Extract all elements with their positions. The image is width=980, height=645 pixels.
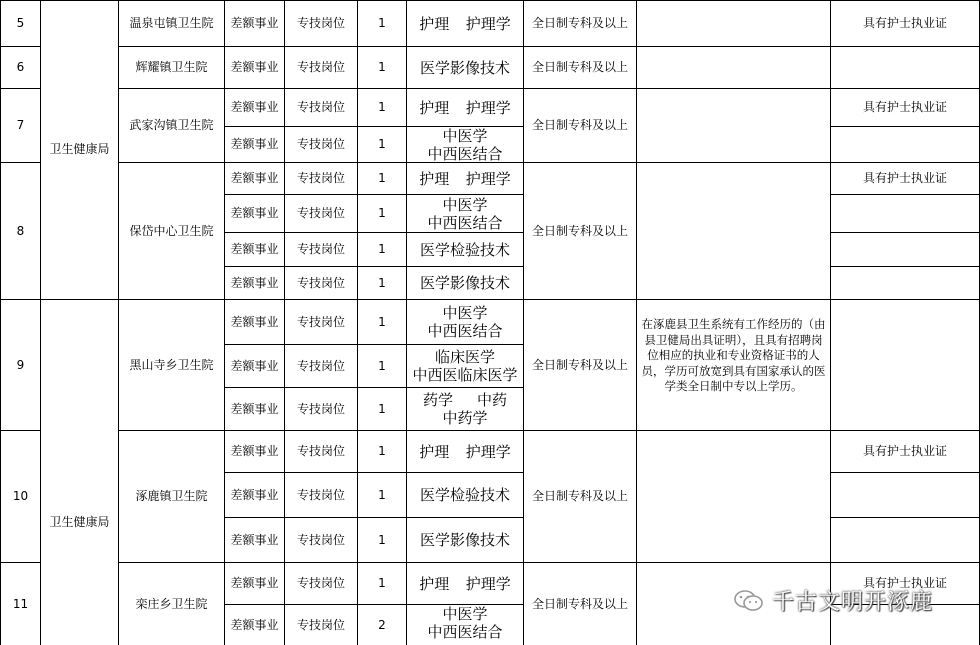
major-cell: [407, 388, 523, 430]
hire-count: 1: [378, 487, 386, 502]
post-type: 专技岗位: [296, 206, 345, 220]
major-cell: [407, 300, 523, 344]
hire-count: 1: [378, 16, 386, 30]
watermark-text: 千古文明开涿鹿: [772, 590, 934, 615]
major-cell: 医学检验技术: [419, 240, 510, 259]
major-text: 护理: [419, 574, 450, 593]
unit-nature: 差额事业: [230, 137, 279, 151]
unit-nature: 差额事业: [230, 444, 279, 458]
post-type: 专技岗位: [296, 171, 345, 185]
grid-line: [830, 232, 980, 233]
unit-nature: 差额事业: [230, 576, 279, 590]
major-text: 护理: [419, 14, 450, 33]
hire-count: 1: [378, 60, 386, 74]
post-type: 专技岗位: [296, 275, 345, 290]
unit-nature: 差额事业: [230, 60, 279, 74]
grid-line: [830, 517, 980, 518]
education-req: 全日制专科及以上: [531, 16, 628, 30]
major-text: 护理学: [465, 98, 511, 117]
post-type: 专技岗位: [296, 242, 345, 256]
major-text: 中药: [476, 391, 507, 409]
certificate-req: 具有护士执业证: [862, 576, 947, 590]
education-req: 全日制专科及以上: [531, 60, 628, 74]
watermark: [734, 585, 933, 616]
wechat-icon: [734, 589, 764, 613]
remark-note: 在涿鹿县卫生系统有工作经历的（由县卫健局出具证明），且具有招聘岗位相应的执业和专业资格证书的人员，学历可放宽到具有国家承认的医学类全日制中专以上学历。: [641, 317, 826, 393]
major-text: 护理: [419, 169, 450, 188]
major-cell: 医学影像技术: [419, 58, 510, 77]
row-number: 7: [16, 118, 25, 132]
unit-name: 武家沟镇卫生院: [129, 118, 214, 132]
unit-name: 辉耀镇卫生院: [135, 60, 208, 74]
unit-nature: 差额事业: [230, 171, 279, 185]
unit-nature: 差额事业: [230, 16, 279, 30]
post-type: 专技岗位: [296, 444, 345, 458]
major-text: 中医学: [442, 127, 488, 145]
major-cell: [407, 195, 523, 232]
major-text: 护理学: [465, 442, 511, 461]
unit-name: 黑山寺乡卫生院: [129, 357, 214, 372]
major-text: 中西医结合: [427, 145, 503, 162]
hire-count: 1: [378, 532, 386, 547]
row-number: 9: [16, 357, 25, 372]
major-text: 护理学: [465, 574, 511, 593]
certificate-req: 具有护士执业证: [862, 444, 947, 458]
major-cell: [407, 127, 523, 162]
major-text: 中西医结合: [427, 322, 503, 340]
row-number: 8: [16, 223, 25, 238]
hire-count: 1: [378, 137, 386, 151]
unit-nature: 差额事业: [230, 100, 279, 114]
major-cell: 医学影像技术: [419, 274, 510, 292]
unit-nature: 差额事业: [230, 617, 279, 632]
major-text: 护理: [419, 98, 450, 117]
certificate-req: 具有护士执业证: [862, 171, 947, 185]
education-req: 全日制专科及以上: [531, 357, 628, 372]
major-text: 护理学: [465, 169, 511, 188]
education-req: 全日制专科及以上: [531, 596, 628, 611]
major-text: 临床医学: [434, 348, 495, 366]
post-type: 专技岗位: [296, 401, 345, 416]
unit-nature: 差额事业: [230, 275, 279, 290]
row-number: 10: [12, 489, 29, 503]
major-cell: [407, 345, 523, 387]
department-cell: 卫生健康局: [49, 142, 110, 156]
hire-count: 1: [378, 275, 386, 290]
major-text: 中医学: [442, 195, 488, 214]
major-cell: [407, 163, 523, 194]
unit-nature: 差额事业: [230, 314, 279, 329]
hire-count: 1: [378, 242, 386, 256]
major-cell: [407, 89, 523, 126]
major-cell: [407, 563, 523, 604]
unit-name: 涿鹿镇卫生院: [135, 489, 208, 503]
major-cell: [407, 1, 523, 46]
post-type: 专技岗位: [296, 137, 345, 151]
major-text: 护理学: [465, 14, 511, 33]
post-type: 专技岗位: [296, 576, 345, 590]
grid-line: [830, 126, 980, 127]
unit-nature: 差额事业: [230, 242, 279, 256]
major-text: 中药学: [442, 409, 488, 427]
unit-nature: 差额事业: [230, 532, 279, 547]
hire-count: 1: [378, 576, 386, 590]
row-number: 5: [16, 16, 25, 30]
post-type: 专技岗位: [296, 314, 345, 329]
hire-count: 1: [378, 401, 386, 416]
post-type: 专技岗位: [296, 358, 345, 373]
major-text: 中西医结合: [427, 623, 503, 641]
grid-line: [830, 194, 980, 195]
grid-line: [830, 472, 980, 473]
education-req: 全日制专科及以上: [531, 489, 628, 503]
post-type: 专技岗位: [296, 487, 345, 502]
education-req: 全日制专科及以上: [531, 118, 628, 132]
department-cell: 卫生健康局: [49, 515, 110, 529]
post-type: 专技岗位: [296, 532, 345, 547]
grid-line: [830, 266, 980, 267]
certificate-req: 具有护士执业证: [862, 16, 947, 30]
hire-count: 2: [378, 617, 386, 632]
major-text: 中医学: [442, 304, 488, 322]
post-type: 专技岗位: [296, 617, 345, 632]
major-cell: 医学影像技术: [419, 531, 510, 549]
unit-nature: 差额事业: [230, 206, 279, 220]
major-cell: [407, 431, 523, 472]
major-text: 药学: [422, 391, 453, 409]
major-text: 中西医结合: [427, 213, 503, 232]
unit-name: 栾庄乡卫生院: [135, 596, 208, 611]
major-text: 中西医临床医学: [412, 366, 518, 384]
unit-name: 保岱中心卫生院: [129, 223, 214, 238]
major-text: 中医学: [442, 605, 488, 623]
hire-count: 1: [378, 444, 386, 458]
unit-name: 温泉屯镇卫生院: [129, 16, 214, 30]
hire-count: 1: [378, 100, 386, 114]
education-req: 全日制专科及以上: [531, 223, 628, 238]
unit-nature: 差额事业: [230, 401, 279, 416]
row-number: 11: [12, 596, 29, 611]
post-type: 专技岗位: [296, 16, 345, 30]
major-cell: [407, 605, 523, 645]
hire-count: 1: [378, 171, 386, 185]
hire-count: 1: [378, 358, 386, 373]
certificate-req: 具有护士执业证: [862, 100, 947, 114]
post-type: 专技岗位: [296, 60, 345, 74]
hire-count: 1: [378, 314, 386, 329]
unit-nature: 差额事业: [230, 487, 279, 502]
hire-count: 1: [378, 206, 386, 220]
row-number: 6: [16, 60, 25, 74]
major-cell: 医学检验技术: [419, 486, 510, 504]
post-type: 专技岗位: [296, 100, 345, 114]
major-text: 护理: [419, 442, 450, 461]
unit-nature: 差额事业: [230, 358, 279, 373]
